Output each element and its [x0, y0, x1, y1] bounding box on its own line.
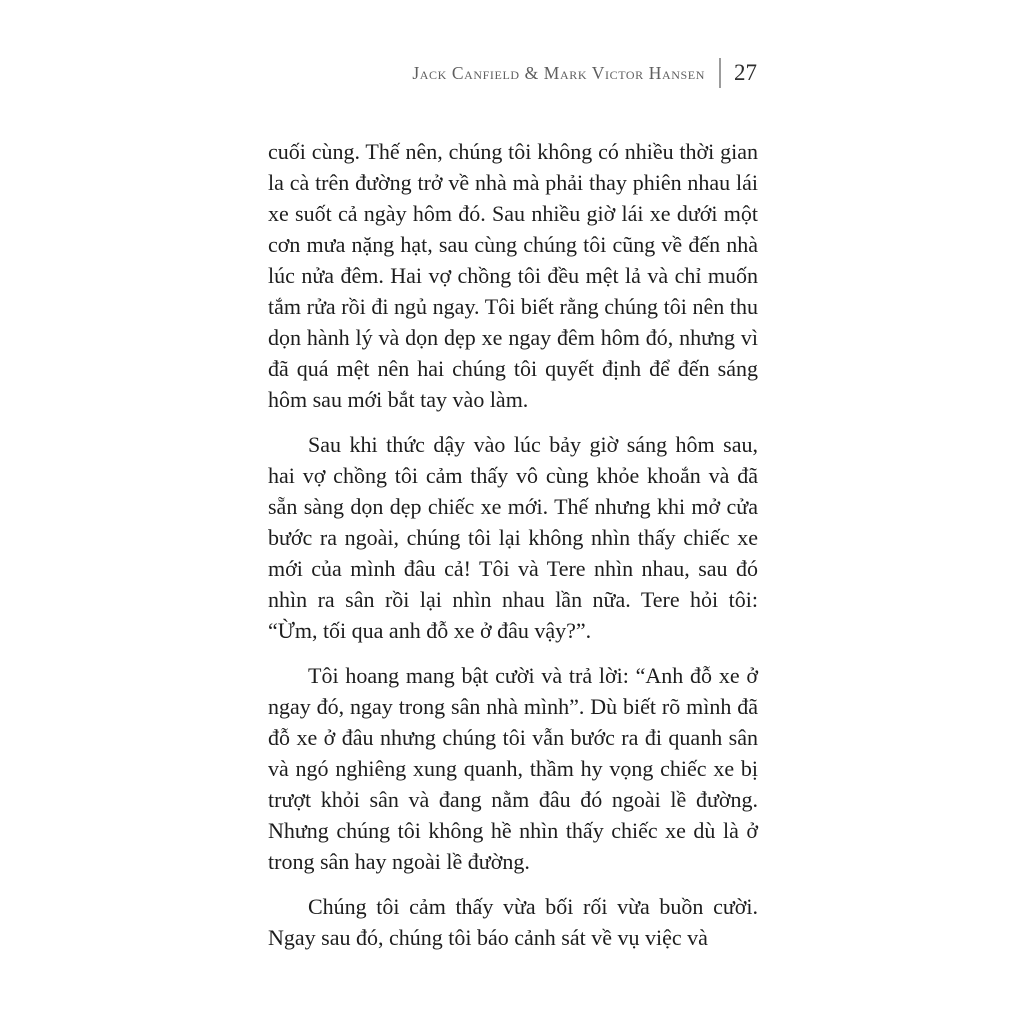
paragraph-3: Tôi hoang mang bật cười và trả lời: “Anh đỗ xe ở ngay đó, ngay trong sân nhà mình”. Dù biết rõ mình đã đỗ xe ở đâu nhưng chúng tôi vẫn bước ra đi quanh sân và ngó nghiêng xung quanh, thầm hy vọng chiếc xe bị trượt khỏi sân và đang nằm đâu đó ngoài lề đường. Nhưng chúng tôi không hề nhìn thấy chiếc xe dù là ở trong sân hay ngoài lề đường.: [268, 663, 758, 874]
running-title: Jack Canfield & Mark Victor Hansen: [412, 62, 705, 83]
page-number: 27: [734, 60, 757, 85]
header-separator-rule: [719, 58, 721, 88]
paragraph-1: cuối cùng. Thế nên, chúng tôi không có nhiều thời gian la cà trên đường trở về nhà mà phải thay phiên nhau lái xe suốt cả ngày hôm đó. Sau nhiều giờ lái xe dưới một cơn mưa nặng hạt, sau cùng chúng tôi cũng về đến nhà lúc nửa đêm. Hai vợ chồng tôi đều mệt lả và chỉ muốn tắm rửa rồi đi ngủ ngay. Tôi biết rằng chúng tôi nên thu dọn hành lý và dọn dẹp xe ngay đêm hôm đó, nhưng vì đã quá mệt nên hai chúng tôi quyết định để đến sáng hôm sau mới bắt tay vào làm.: [268, 139, 758, 412]
paragraph-4: Chúng tôi cảm thấy vừa bối rối vừa buồn cười. Ngay sau đó, chúng tôi báo cảnh sát về vụ việc và: [268, 894, 758, 950]
paragraph-2: Sau khi thức dậy vào lúc bảy giờ sáng hôm sau, hai vợ chồng tôi cảm thấy vô cùng khỏe khoắn và đã sẵn sàng dọn dẹp chiếc xe mới. Thế nhưng khi mở cửa bước ra ngoài, chúng tôi lại không nhìn thấy chiếc xe mới của mình đâu cả! Tôi và Tere nhìn nhau, sau đó nhìn ra sân rồi lại nhìn nhau lần nữa. Tere hỏi tôi: “Ừm, tối qua anh đỗ xe ở đâu vậy?”.: [268, 432, 758, 643]
page-header: [412, 58, 757, 88]
page-body: [268, 136, 758, 967]
